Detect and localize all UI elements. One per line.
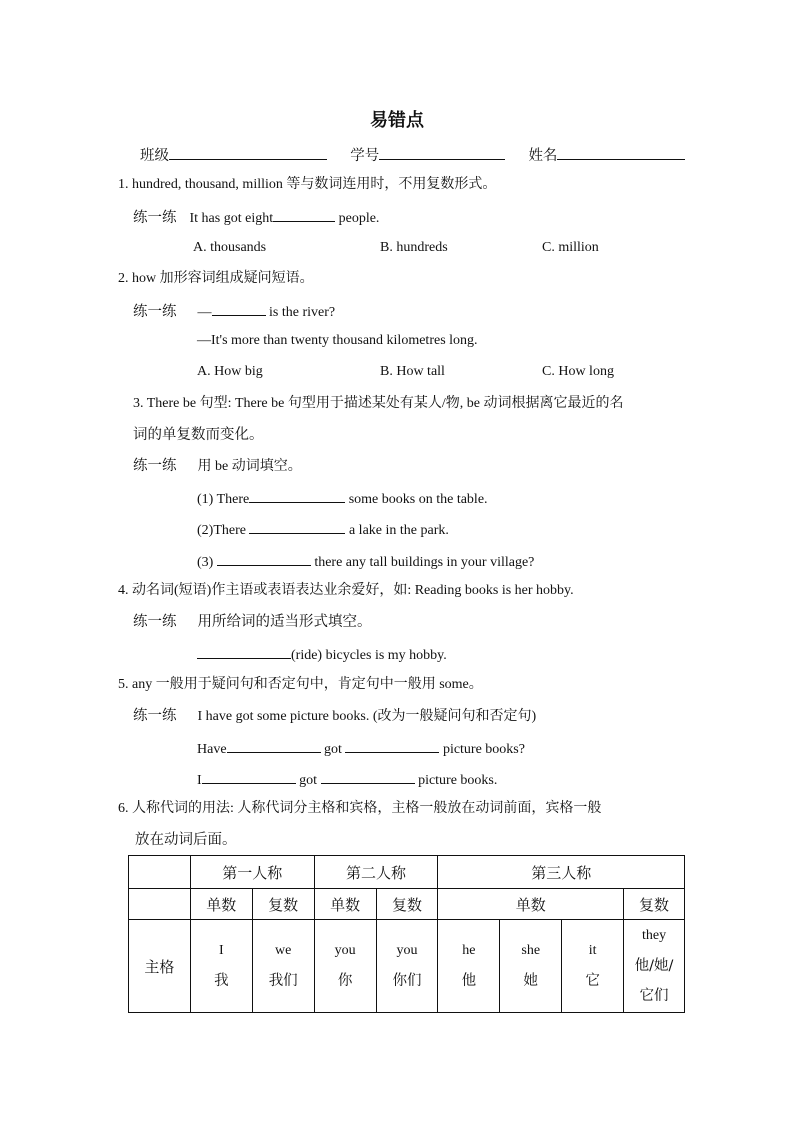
answer-blank[interactable] (273, 207, 335, 222)
question-text: people. (338, 211, 380, 226)
question-text: (ride) bicycles is my hobby. (291, 648, 447, 663)
question-text: (1) There (197, 492, 250, 507)
page-title: 易错点 (370, 110, 424, 130)
header-third-person: 第三人称 (438, 856, 685, 889)
option-a: A. How big (197, 364, 263, 379)
pronoun-en: she (521, 943, 541, 958)
instruction-text: 用所给词的适当形式填空。 (197, 614, 372, 630)
pronoun-en: it (588, 943, 597, 958)
question-3-1 (197, 488, 488, 509)
subheader-singular: 单数 (438, 889, 624, 920)
practice-4 (133, 613, 372, 632)
question-text: — (197, 305, 212, 320)
rule-3-line1: 3. There be 句型: There be 句型用于描述某处有某人/物, be 动词根据离它最近的名 (133, 396, 624, 411)
pronoun-zh: 他 (461, 973, 477, 989)
practice-label: 练一练 (133, 614, 177, 630)
pronoun-en: he (462, 943, 476, 958)
pronoun-cell (376, 920, 438, 1013)
option-c: C. How long (542, 364, 614, 379)
subheader-plural: 复数 (376, 889, 438, 920)
question-3-2 (197, 519, 449, 540)
answer-blank[interactable] (345, 738, 439, 753)
pronoun-en: you (334, 943, 356, 958)
practice-label: 练一练 (133, 210, 177, 226)
question-text: got (324, 742, 342, 757)
rule-6-line2: 放在动词后面。 (135, 832, 237, 848)
pronoun-zh: 他/她/ (634, 958, 674, 974)
answer-blank[interactable] (202, 769, 296, 784)
practice-2 (133, 301, 335, 322)
pronoun-cell (190, 920, 252, 1013)
question-text: (3) (197, 555, 214, 570)
pronoun-cell (562, 920, 624, 1013)
question-4 (197, 644, 447, 665)
header-second-person: 第二人称 (314, 856, 438, 889)
instruction-text: I have got some picture books. (改为一般疑问句和否定句) (197, 709, 537, 724)
question-text: is the river? (269, 305, 336, 320)
id-label: 学号 (350, 148, 380, 164)
pronoun-cell (438, 920, 500, 1013)
question-text: I (197, 773, 202, 788)
question-text: It has got eight (189, 211, 274, 226)
option-c: C. million (542, 240, 599, 255)
student-info-row (140, 145, 685, 165)
pronoun-zh: 我 (214, 973, 229, 989)
pronoun-zh: 它们 (639, 988, 669, 1004)
answer-blank[interactable] (227, 738, 321, 753)
practice-label: 练一练 (133, 708, 177, 724)
practice-label: 练一练 (133, 458, 177, 474)
table-row-nominative (129, 920, 685, 1013)
practice-label: 练一练 (133, 304, 177, 320)
id-blank[interactable] (379, 145, 505, 160)
table-header-row (129, 856, 685, 889)
pronoun-zh: 我们 (268, 973, 298, 989)
answer-blank[interactable] (197, 644, 291, 659)
question-text: picture books? (442, 742, 525, 757)
rule-5: 5. any 一般用于疑问句和否定句中，肯定句中一般用 some。 (118, 677, 483, 692)
header-first-person: 第一人称 (190, 856, 314, 889)
table-corner-cell (129, 856, 191, 889)
answer-blank[interactable] (249, 519, 345, 534)
pronoun-zh: 它 (585, 973, 600, 989)
row-label-nominative: 主格 (129, 920, 191, 1013)
instruction-text: 用 be 动词填空。 (197, 459, 302, 474)
option-a: A. thousands (193, 240, 267, 255)
rule-6-line1: 6. 人称代词的用法: 人称代词分主格和宾格，主格一般放在动词前面，宾格一般 (118, 801, 602, 816)
question-3-3 (197, 551, 534, 572)
practice-5 (133, 707, 536, 726)
question-5-1 (197, 738, 525, 759)
question-text: got (299, 773, 318, 788)
question-text: Have (197, 742, 227, 757)
pronoun-cell (252, 920, 314, 1013)
pronoun-cell (314, 920, 376, 1013)
answer-blank[interactable] (217, 551, 311, 566)
option-b: B. How tall (380, 364, 445, 379)
subheader-singular: 单数 (314, 889, 376, 920)
table-blank-cell (129, 889, 191, 920)
question-text: (2)There (197, 523, 246, 538)
table-subheader-row (129, 889, 685, 920)
subheader-plural: 复数 (252, 889, 314, 920)
subheader-singular: 单数 (190, 889, 252, 920)
practice-3 (133, 457, 302, 476)
pronoun-table (128, 855, 685, 1013)
class-blank[interactable] (169, 145, 327, 160)
pronoun-cell (500, 920, 562, 1013)
pronoun-en: they (641, 928, 667, 943)
rule-3-line2: 词的单复数而变化。 (133, 427, 264, 443)
subheader-plural: 复数 (624, 889, 685, 920)
rule-4: 4. 动名词(短语)作主语或表语表达业余爱好，如: Reading books is her hobby. (118, 583, 574, 598)
answer-blank[interactable] (212, 301, 266, 316)
pronoun-zh: 她 (523, 973, 538, 989)
pronoun-en: we (275, 943, 292, 958)
answer-line: —It's more than twenty thousand kilometres long. (197, 333, 478, 348)
rule-1: 1. hundred, thousand, million 等与数词连用时，不用复数形式。 (118, 177, 497, 192)
question-5-2 (197, 769, 497, 790)
practice-1 (133, 207, 379, 228)
class-label: 班级 (140, 148, 169, 164)
pronoun-cell (624, 920, 685, 1013)
name-blank[interactable] (557, 145, 685, 160)
rule-2: 2. how 加形容词组成疑问短语。 (118, 271, 314, 286)
answer-blank[interactable] (249, 488, 345, 503)
pronoun-zh: 你们 (392, 973, 422, 989)
question-text: a lake in the park. (348, 523, 449, 538)
answer-blank[interactable] (321, 769, 415, 784)
pronoun-zh: 你 (337, 973, 353, 989)
pronoun-en: you (396, 943, 418, 958)
question-text: picture books. (418, 773, 498, 788)
name-label: 姓名 (528, 148, 558, 164)
pronoun-en: I (218, 943, 224, 958)
option-b: B. hundreds (380, 240, 448, 255)
question-text: some books on the table. (348, 492, 488, 507)
question-text: there any tall buildings in your village? (314, 555, 535, 570)
